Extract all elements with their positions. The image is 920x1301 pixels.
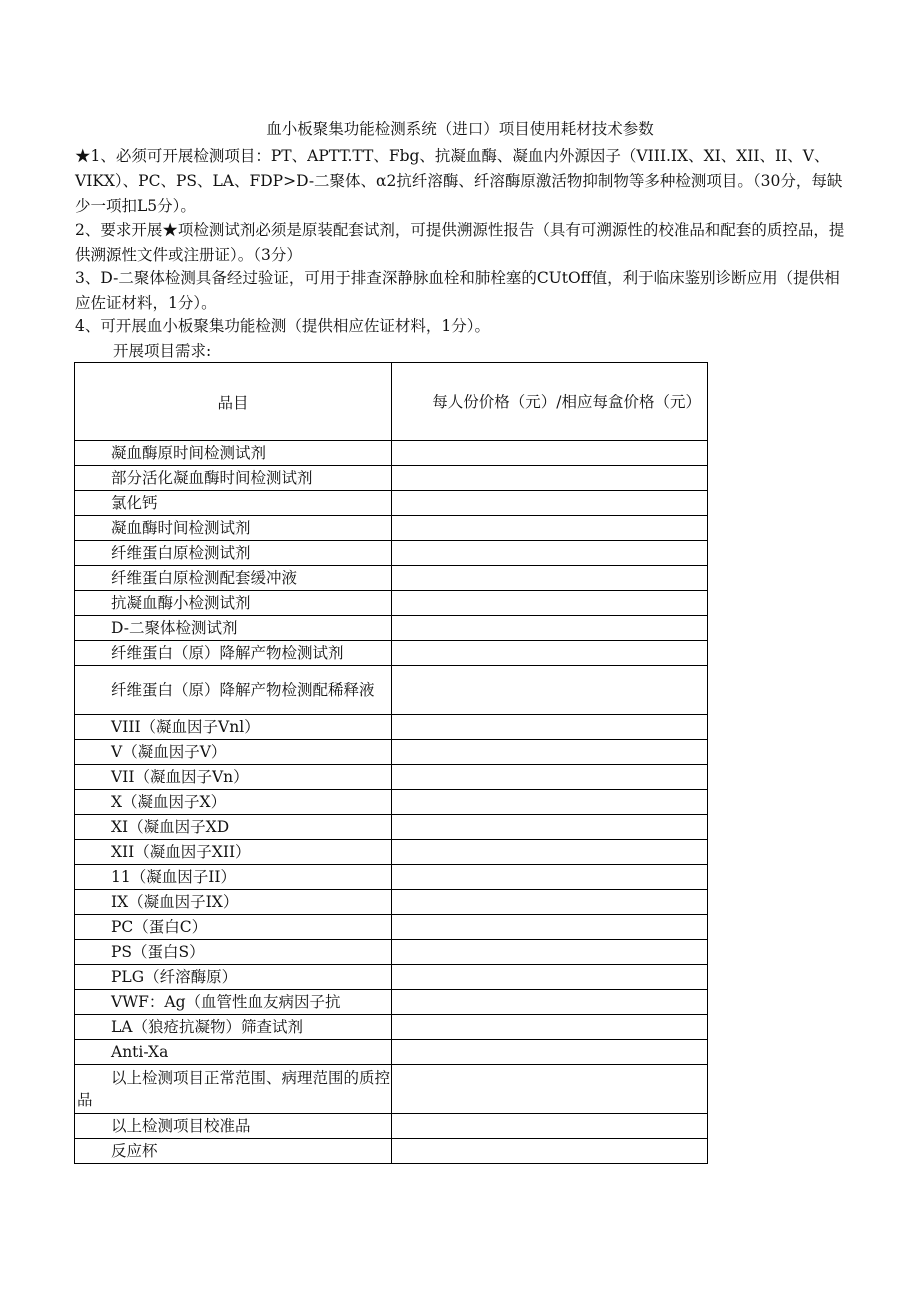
item-name-cell: 氯化钙 xyxy=(75,491,392,516)
table-row xyxy=(75,1015,708,1040)
item-name-cell: D-二聚体检测试剂 xyxy=(75,616,392,641)
price-cell xyxy=(392,1065,708,1114)
price-cell xyxy=(392,1040,708,1065)
table-row xyxy=(75,940,708,965)
item-name-cell: 抗凝血酶小检测试剂 xyxy=(75,591,392,616)
price-cell xyxy=(392,516,708,541)
item-name-cell: PS（蛋白S） xyxy=(75,940,392,965)
price-cell xyxy=(392,616,708,641)
price-cell xyxy=(392,940,708,965)
table-row xyxy=(75,890,708,915)
table-row xyxy=(75,541,708,566)
item-name-cell: 反应杯 xyxy=(75,1139,392,1164)
item-name-cell: 纤维蛋白原检测试剂 xyxy=(75,541,392,566)
price-cell xyxy=(392,491,708,516)
price-cell xyxy=(392,790,708,815)
table-row xyxy=(75,765,708,790)
requirement-3: 3、D-二聚体检测具备经过验证，可用于排查深静脉血栓和肺栓塞的CUtOff值，利于临床鉴别诊断应用（提供相应佐证材料，1分）。 xyxy=(75,269,840,312)
price-cell xyxy=(392,566,708,591)
table-row xyxy=(75,990,708,1015)
item-name-cell: Anti-Xa xyxy=(75,1040,392,1065)
price-cell xyxy=(392,466,708,491)
items-table xyxy=(74,362,708,1164)
item-name-cell: 纤维蛋白（原）降解产物检测配稀释液 xyxy=(75,666,392,715)
price-cell xyxy=(392,890,708,915)
price-cell xyxy=(392,441,708,466)
table-row xyxy=(75,965,708,990)
price-cell xyxy=(392,815,708,840)
price-cell xyxy=(392,1114,708,1139)
item-name-cell: 11（凝血因子II） xyxy=(75,865,392,890)
item-name-cell: LA（狼疮抗凝物）筛查试剂 xyxy=(75,1015,392,1040)
table-row xyxy=(75,865,708,890)
table-row xyxy=(75,1139,708,1164)
price-cell xyxy=(392,591,708,616)
table-row xyxy=(75,1040,708,1065)
price-cell xyxy=(392,541,708,566)
item-name-cell: 部分活化凝血酶时间检测试剂 xyxy=(75,466,392,491)
price-cell xyxy=(392,641,708,666)
table-row xyxy=(75,441,708,466)
requirement-4: 4、可开展血小板聚集功能检测（提供相应佐证材料，1分）。 xyxy=(75,317,490,335)
item-name-cell: 凝血酶原时间检测试剂 xyxy=(75,441,392,466)
header-item: 品目 xyxy=(75,363,392,441)
table-row xyxy=(75,915,708,940)
price-cell xyxy=(392,740,708,765)
requirement-1: ★1、必须可开展检测项目：PT、APTT.TT、Fbg、抗凝血酶、凝血内外源因子（VIII.IX、XI、XII、II、V、VIKX）、PC、PS、LA、FDP>D-二聚体、α2抗纤溶酶、纤溶酶原激活物抑制物等多种检测项目。（30分，每缺少一项扣L5分）。 xyxy=(75,147,843,215)
table-row xyxy=(75,740,708,765)
price-cell xyxy=(392,765,708,790)
table-row xyxy=(75,466,708,491)
item-name-cell: 纤维蛋白原检测配套缓冲液 xyxy=(75,566,392,591)
item-name-cell: VII（凝血因子Vn） xyxy=(75,765,392,790)
item-name-cell: XII（凝血因子XII） xyxy=(75,840,392,865)
table-row xyxy=(75,491,708,516)
table-row xyxy=(75,1065,708,1114)
table-header-row xyxy=(75,363,708,441)
table-row xyxy=(75,666,708,715)
section-label: 开展项目需求: xyxy=(113,342,212,360)
header-price: 每人份价格（元）/相应每盒价格（元） xyxy=(392,363,708,441)
price-cell xyxy=(392,1015,708,1040)
item-name-cell: 以上检测项目校准品 xyxy=(75,1114,392,1139)
item-name-cell: PLG（纤溶酶原） xyxy=(75,965,392,990)
price-cell xyxy=(392,840,708,865)
requirement-2: 2、要求开展★项检测试剂必须是原装配套试剂，可提供溯源性报告（具有可溯源性的校准品和配套的质控品，提供溯源性文件或注册证）。（3分） xyxy=(75,221,845,264)
table-row xyxy=(75,790,708,815)
price-cell xyxy=(392,1139,708,1164)
table-row xyxy=(75,566,708,591)
item-name-cell: X（凝血因子X） xyxy=(75,790,392,815)
table-row xyxy=(75,641,708,666)
item-name-cell: VWF：Ag（血管性血友病因子抗 xyxy=(75,990,392,1015)
table-row xyxy=(75,840,708,865)
price-cell xyxy=(392,666,708,715)
item-name-cell: 纤维蛋白（原）降解产物检测试剂 xyxy=(75,641,392,666)
price-cell xyxy=(392,990,708,1015)
table-row xyxy=(75,715,708,740)
table-row xyxy=(75,1114,708,1139)
table-row xyxy=(75,591,708,616)
price-cell xyxy=(392,715,708,740)
item-name-cell: IX（凝血因子IX） xyxy=(75,890,392,915)
price-cell xyxy=(392,965,708,990)
price-cell xyxy=(392,865,708,890)
item-name-cell: 凝血酶时间检测试剂 xyxy=(75,516,392,541)
price-cell xyxy=(392,915,708,940)
table-row xyxy=(75,815,708,840)
table-row xyxy=(75,616,708,641)
item-name-cell: V（凝血因子V） xyxy=(75,740,392,765)
item-name-cell: XI（凝血因子XD xyxy=(75,815,392,840)
document-title: 血小板聚集功能检测系统（进口）项目使用耗材技术参数 xyxy=(266,120,654,138)
item-name-cell: 以上检测项目正常范围、病理范围的质控品 xyxy=(75,1065,392,1114)
table-body xyxy=(75,441,708,1164)
item-name-cell: PC（蛋白C） xyxy=(75,915,392,940)
item-name-cell: VIII（凝血因子Vnl） xyxy=(75,715,392,740)
table-row xyxy=(75,516,708,541)
